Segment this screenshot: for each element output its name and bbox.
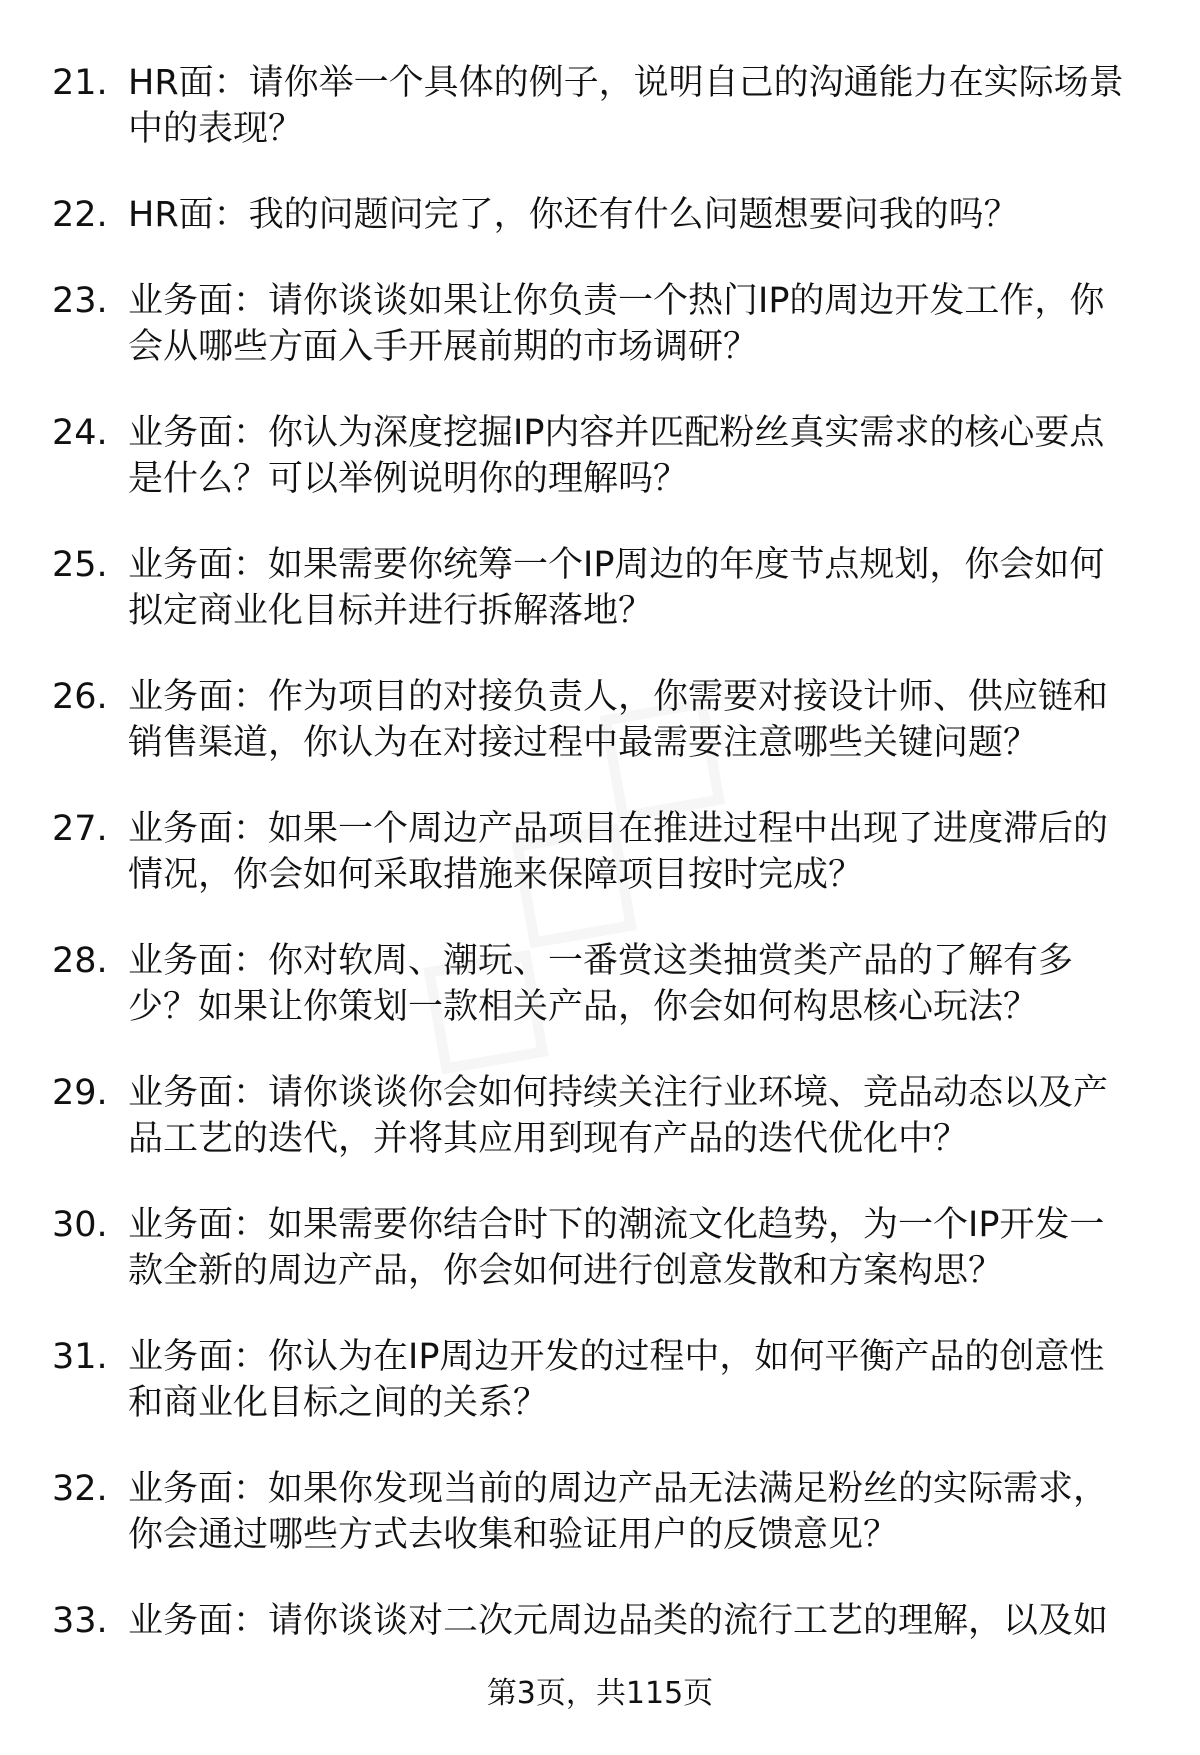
list-item [0,1202,1200,1294]
item-text-line: 业务面：请你谈谈对二次元周边品类的流行工艺的理解，以及如 [128,1601,1109,1641]
item-text-line: 拟定商业化目标并进行拆解落地？ [128,591,654,631]
item-number: 28. [52,941,108,981]
item-number: 29. [52,1073,108,1113]
list-item [0,1070,1200,1162]
list-item [0,192,1200,238]
item-text-line: 业务面：你对软周、潮玩、一番赏这类抽赏类产品的了解有多 [128,941,1074,981]
item-text-line: 业务面：如果需要你统筹一个IP周边的年度节点规划，你会如何 [128,545,1105,585]
item-text [128,806,1200,898]
item-text [128,1598,1200,1644]
item-text-line: 业务面：如果一个周边产品项目在推进过程中出现了进度滞后的 [128,809,1109,849]
item-text [128,542,1200,634]
item-number: 31. [52,1337,108,1377]
item-number: 26. [52,677,108,717]
item-text-line: 业务面：你认为深度挖掘IP内容并匹配粉丝真实需求的核心要点 [128,413,1105,453]
list-item [0,1466,1200,1558]
item-text [128,192,1200,238]
item-text-line: 会从哪些方面入手开展前期的市场调研？ [128,327,759,367]
item-text [128,1070,1200,1162]
item-text [128,938,1200,1030]
item-text-line: 业务面：作为项目的对接负责人，你需要对接设计师、供应链和 [128,677,1109,717]
item-number: 33. [52,1601,108,1641]
item-text [128,1334,1200,1426]
list-item [0,1334,1200,1426]
item-text-line: 少？如果让你策划一款相关产品，你会如何构思核心玩法？ [128,987,1039,1027]
item-text-line: 业务面：请你谈谈如果让你负责一个热门IP的周边开发工作，你 [128,281,1105,321]
item-text [128,1466,1200,1558]
item-number: 30. [52,1205,108,1245]
list-item [0,938,1200,1030]
item-text [128,674,1200,766]
item-number: 23. [52,281,108,321]
list-item [0,806,1200,898]
item-number: 22. [52,195,108,235]
item-text-line: 销售渠道，你认为在对接过程中最需要注意哪些关键问题？ [128,723,1039,763]
item-number: 21. [52,63,108,103]
item-text [128,410,1200,502]
item-text-line: 业务面：如果你发现当前的周边产品无法满足粉丝的实际需求， [128,1469,1109,1509]
list-item [0,60,1200,152]
item-text-line: 品工艺的迭代，并将其应用到现有产品的迭代优化中？ [128,1119,969,1159]
item-text [128,1202,1200,1294]
item-text [128,278,1200,370]
list-item [0,410,1200,502]
list-item [0,1598,1200,1644]
item-number: 32. [52,1469,108,1509]
page-footer: 第3页，共115页 [486,1676,714,1711]
item-number: 24. [52,413,108,453]
item-text-line: HR面：请你举一个具体的例子，说明自己的沟通能力在实际场景 [128,63,1124,103]
item-text-line: 业务面：你认为在IP周边开发的过程中，如何平衡产品的创意性 [128,1337,1105,1377]
item-text-line: 业务面：请你谈谈你会如何持续关注行业环境、竞品动态以及产 [128,1073,1109,1113]
list-item [0,674,1200,766]
item-number: 25. [52,545,108,585]
item-text-line: 情况，你会如何采取措施来保障项目按时完成？ [128,855,864,895]
item-number: 27. [52,809,108,849]
question-list [0,60,1200,1684]
item-text-line: 中的表现？ [128,109,304,149]
item-text-line: 是什么？可以举例说明你的理解吗？ [128,459,689,499]
list-item [0,278,1200,370]
item-text-line: 你会通过哪些方式去收集和验证用户的反馈意见？ [128,1515,899,1555]
list-item [0,542,1200,634]
item-text-line: 和商业化目标之间的关系？ [128,1383,549,1423]
item-text-line: HR面：我的问题问完了，你还有什么问题想要问我的吗？ [128,195,1019,235]
item-text [128,60,1200,152]
item-text-line: 款全新的周边产品，你会如何进行创意发散和方案构思？ [128,1251,1004,1291]
item-text-line: 业务面：如果需要你结合时下的潮流文化趋势，为一个IP开发一 [128,1205,1105,1245]
